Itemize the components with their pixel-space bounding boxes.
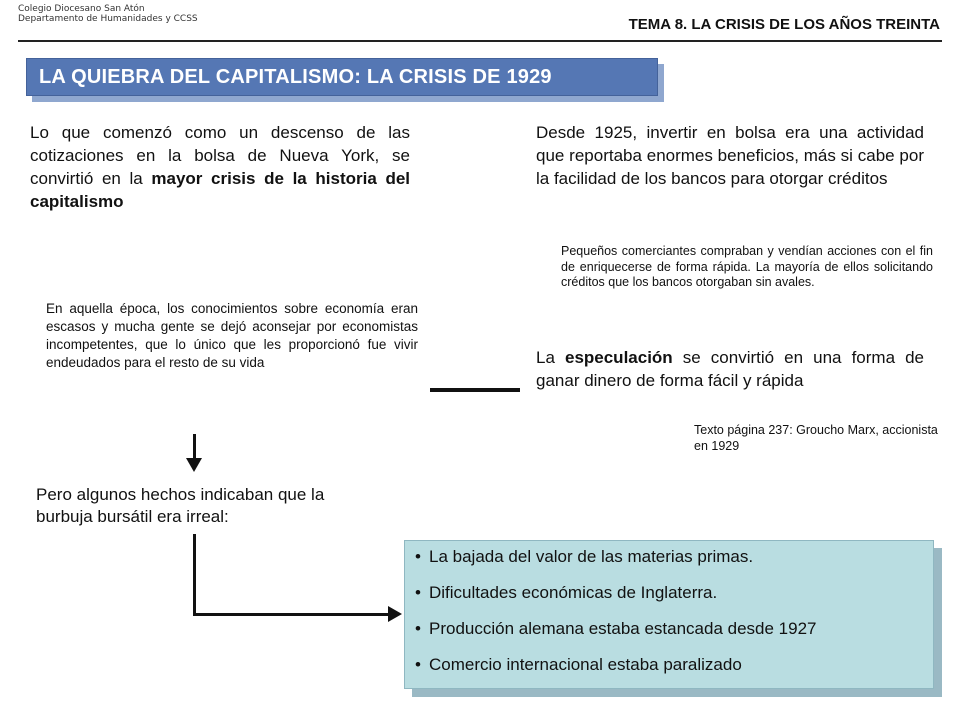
school-line-2: Departamento de Humanidades y CCSS bbox=[18, 14, 198, 24]
facts-box bbox=[404, 540, 934, 689]
school-line-1: Colegio Diocesano San Atón bbox=[18, 4, 145, 14]
down-arrow-icon bbox=[186, 458, 202, 472]
page-title: LA QUIEBRA DEL CAPITALISMO: LA CRISIS DE 1929 bbox=[39, 65, 552, 88]
fact-text: Comercio internacional estaba paralizado bbox=[429, 655, 742, 674]
facts-list bbox=[415, 547, 933, 675]
school-name bbox=[18, 4, 198, 24]
fact-text: La bajada del valor de las materias primas. bbox=[429, 547, 754, 566]
reference-note: Texto página 237: Groucho Marx, accionista en 1929 bbox=[694, 423, 938, 453]
bullet-icon: • bbox=[415, 619, 421, 638]
right-arrow-icon bbox=[388, 606, 402, 622]
bullet-icon: • bbox=[415, 583, 421, 602]
bullet-icon: • bbox=[415, 547, 421, 566]
fact-item bbox=[415, 655, 933, 675]
right-intro-paragraph: Desde 1925, invertir en bolsa era una actividad que reportaba enormes beneficios, más si cabe por la facilidad de los bancos para otorgar créditos bbox=[536, 123, 924, 188]
left-intro-text: Lo que comenzó como un descenso de las cotizaciones en la bolsa de Nueva York, se convirtió en la bbox=[30, 123, 410, 188]
elbow-arrow-horizontal bbox=[193, 613, 389, 616]
title-banner bbox=[26, 58, 658, 96]
header-rule bbox=[18, 40, 942, 42]
speculation-before: La bbox=[536, 348, 565, 367]
elbow-arrow-vertical bbox=[193, 534, 196, 616]
fact-item bbox=[415, 583, 933, 603]
fact-item bbox=[415, 619, 933, 639]
fact-item bbox=[415, 547, 933, 567]
connector-line bbox=[430, 388, 520, 392]
speculation-bold: especulación bbox=[564, 348, 673, 367]
topic-heading: TEMA 8. LA CRISIS DE LOS AÑOS TREINTA bbox=[628, 16, 940, 33]
bullet-icon: • bbox=[415, 655, 421, 674]
fact-text: Dificultades económicas de Inglaterra. bbox=[429, 583, 718, 602]
left-context-paragraph: En aquella época, los conocimientos sobre economía eran escasos y mucha gente se dejó aconsejar por economistas incompetentes, que lo único que les proporcionó fue vivir endeudados para el resto de su vida bbox=[46, 301, 418, 370]
bubble-intro-paragraph: Pero algunos hechos indicaban que la burbuja bursátil era irreal: bbox=[36, 485, 325, 526]
left-intro-paragraph bbox=[30, 121, 410, 213]
speculation-after: se convirtió en una forma de ganar dinero de forma fácil y rápida bbox=[536, 348, 924, 390]
speculation-paragraph bbox=[536, 346, 924, 392]
fact-text: Producción alemana estaba estancada desde 1927 bbox=[429, 619, 817, 638]
left-intro-bold: mayor crisis de la historia del capitalismo bbox=[30, 169, 411, 211]
small-note-paragraph: Pequeños comerciantes compraban y vendían acciones con el fin de enriquecerse de forma rápida. La mayoría de ellos solicitando créditos que los bancos otorgaban sin avales. bbox=[561, 244, 933, 289]
down-arrow-line bbox=[193, 434, 196, 460]
